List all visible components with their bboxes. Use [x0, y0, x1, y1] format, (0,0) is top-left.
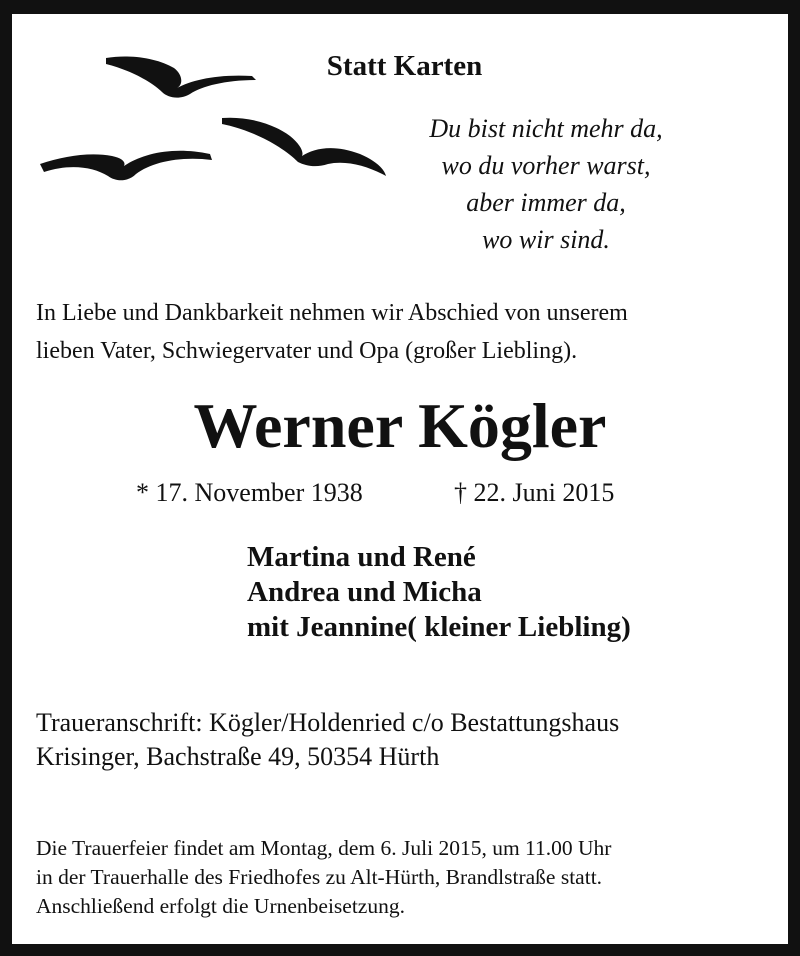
family-line: mit Jeannine( kleiner Liebling): [247, 611, 631, 643]
poem-line: Du bist nicht mehr da,: [429, 114, 663, 143]
death-date: † 22. Juni 2015: [454, 478, 615, 507]
family-names: [247, 540, 767, 645]
birth-date: * 17. November 1938: [136, 478, 363, 507]
poem-line: wo wir sind.: [482, 225, 610, 254]
life-dates: [136, 476, 736, 510]
ceremony-info: [36, 834, 776, 921]
ceremony-line: in der Trauerhalle des Friedhofes zu Alt-Hürth, Brandlstraße statt.: [36, 865, 603, 889]
family-line: Andrea und Micha: [247, 576, 482, 608]
bird-icon: [40, 151, 212, 180]
deceased-name: Werner Kögler: [193, 390, 607, 461]
intro-line: lieben Vater, Schwiegervater und Opa (großer Liebling).: [36, 338, 578, 364]
bird-icon: [222, 118, 386, 176]
mourning-address: [36, 706, 776, 774]
bird-icon: [106, 56, 256, 97]
ceremony-line: Anschließend erfolgt die Urnenbeisetzung.: [36, 894, 405, 918]
intro-line: In Liebe und Dankbarkeit nehmen wir Abschied von unserem: [36, 300, 628, 326]
address-line: Traueranschrift: Kögler/Holdenried c/o Bestattungshaus: [36, 708, 620, 737]
notice-card: [12, 14, 788, 944]
poem: [390, 110, 702, 258]
address-line: Krisinger, Bachstraße 49, 50354 Hürth: [36, 742, 440, 771]
family-line: Martina und René: [247, 541, 476, 573]
intro-text: [36, 294, 776, 370]
ceremony-line: Die Trauerfeier findet am Montag, dem 6. Juli 2015, um 11.00 Uhr: [36, 836, 612, 860]
poem-line: wo du vorher warst,: [441, 151, 651, 180]
heading: Statt Karten: [326, 50, 483, 82]
poem-line: aber immer da,: [466, 188, 626, 217]
